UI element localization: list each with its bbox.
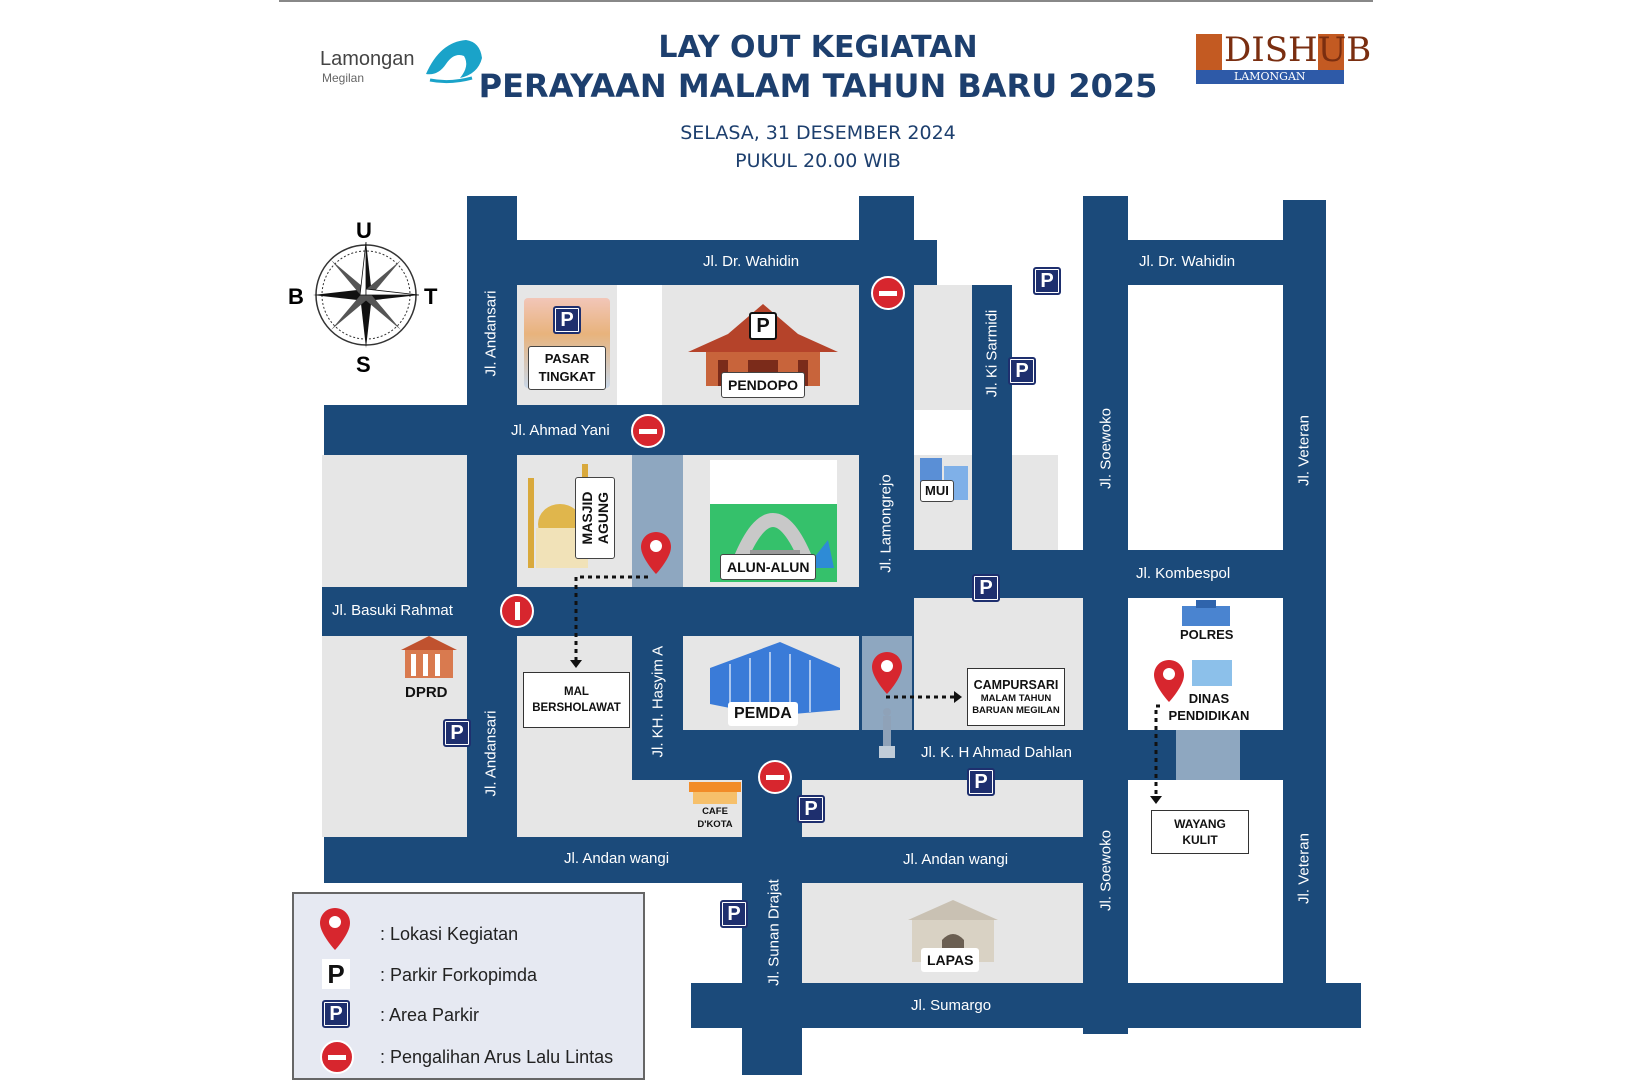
alun-alun[interactable] bbox=[710, 460, 837, 582]
location-pin-masjid[interactable] bbox=[641, 532, 671, 574]
title-line2: PERAYAAN MALAM TAHUN BARU 2025 bbox=[478, 67, 1158, 105]
dprd[interactable] bbox=[395, 634, 465, 704]
compass-east: T bbox=[424, 284, 438, 309]
no-entry-sign-basuki-rahmat[interactable] bbox=[500, 594, 534, 628]
label-pasar-tingkat: PASAR TINGKAT bbox=[528, 346, 606, 390]
education-office-icon bbox=[1192, 660, 1232, 686]
label-lamongrejo: Jl. Lamongrejo bbox=[877, 474, 895, 573]
cafe-dkota[interactable] bbox=[689, 782, 741, 836]
block-east-north bbox=[1128, 285, 1283, 550]
road-dinas-stub bbox=[1176, 730, 1240, 780]
road-sumargo bbox=[691, 983, 1361, 1028]
lapas[interactable] bbox=[906, 898, 1000, 976]
no-entry-sign-wahidin[interactable] bbox=[871, 276, 905, 310]
label-dinas-pendidikan: DINAS PENDIDIKAN bbox=[1168, 691, 1250, 723]
legend bbox=[292, 892, 645, 1080]
label-wahidin-west: Jl. Dr. Wahidin bbox=[703, 253, 800, 270]
legend-pengalihan: : Pengalihan Arus Lalu Lintas bbox=[380, 1047, 614, 1067]
label-soewoko-north: Jl. Soewoko bbox=[1097, 408, 1115, 489]
location-pin-campursari[interactable] bbox=[872, 652, 902, 694]
top-divider bbox=[279, 0, 1373, 2]
legend-location-pin-icon bbox=[320, 904, 350, 954]
label-pendopo: PENDOPO bbox=[721, 372, 805, 398]
parliament-icon bbox=[399, 634, 459, 682]
label-kombespol: Jl. Kombespol bbox=[1136, 565, 1231, 582]
parking-area-kombespol[interactable]: P bbox=[972, 574, 1000, 602]
block-mal bbox=[517, 636, 632, 837]
no-entry-sign-ahmad-dahlan[interactable] bbox=[758, 760, 792, 794]
label-andansari-north: Jl. Andansari bbox=[482, 290, 500, 377]
block-north-ahmad-yani bbox=[322, 455, 467, 587]
polres[interactable] bbox=[1172, 598, 1242, 642]
parking-area-wahidin[interactable]: P bbox=[1033, 267, 1061, 295]
no-entry-sign-ahmad-yani[interactable] bbox=[631, 414, 665, 448]
logo-dishub-sub: LAMONGAN bbox=[1234, 70, 1306, 83]
label-andan-wangi-west: Jl. Andan wangi bbox=[564, 850, 670, 867]
label-wahidin-east: Jl. Dr. Wahidin bbox=[1139, 253, 1236, 270]
legend-area-parkir-icon: P bbox=[322, 1000, 350, 1028]
label-andansari-south: Jl. Andansari bbox=[482, 710, 500, 797]
campursari[interactable]: CAMPURSARI MALAM TAHUN BARUAN MEGILAN bbox=[967, 668, 1065, 726]
mui[interactable] bbox=[914, 456, 972, 508]
mal-bersholawat[interactable]: MAL BERSHOLAWAT bbox=[523, 672, 630, 728]
logo-dishub bbox=[1196, 30, 1372, 86]
cafe-icon bbox=[689, 782, 741, 804]
compass-south: S bbox=[356, 352, 371, 377]
legend-parkir-forkopimda-icon: P bbox=[322, 959, 350, 989]
logo-lamongan-sub: Megilan bbox=[322, 71, 365, 85]
legend-no-entry-icon bbox=[320, 1040, 354, 1074]
label-sunan-drajat: Jl. Sunan Drajat bbox=[765, 879, 783, 986]
compass-icon bbox=[311, 240, 421, 350]
label-masjid-agung: MASJID AGUNG bbox=[575, 477, 615, 559]
block-south-center bbox=[802, 780, 1083, 837]
parking-area-cafe[interactable]: P bbox=[797, 795, 825, 823]
label-ahmad-dahlan: Jl. K. H Ahmad Dahlan bbox=[921, 744, 1072, 761]
compass-west: B bbox=[288, 284, 304, 309]
parking-area-ki-sarmidi[interactable]: P bbox=[1008, 357, 1036, 385]
label-veteran-south: Jl. Veteran bbox=[1295, 833, 1313, 904]
title-line1: LAY OUT KEGIATAN bbox=[658, 30, 978, 65]
wayang-kulit[interactable]: WAYANG KULIT bbox=[1151, 810, 1249, 854]
police-station-icon bbox=[1178, 598, 1234, 628]
legend-lokasi: : Lokasi Kegiatan bbox=[380, 924, 519, 944]
event-time: PUKUL 20.00 WIB bbox=[735, 150, 901, 172]
label-hasyim: Jl. KH. Hasyim A bbox=[649, 645, 667, 758]
label-pemda: PEMDA bbox=[728, 702, 798, 726]
label-alun-alun: ALUN-ALUN bbox=[720, 554, 816, 580]
road-ahmad-yani bbox=[324, 405, 914, 455]
pemda[interactable] bbox=[700, 638, 845, 728]
pasar-tingkat[interactable] bbox=[520, 290, 614, 402]
parking-area-sunan-drajat[interactable]: P bbox=[720, 900, 748, 928]
parking-forkopimda-pasar bbox=[553, 306, 581, 334]
label-ki-sarmidi: Jl. Ki Sarmidi bbox=[983, 309, 1001, 398]
location-pin-dinas[interactable] bbox=[1154, 660, 1184, 702]
label-mui: MUI bbox=[920, 480, 954, 502]
label-polres: POLRES bbox=[1180, 627, 1234, 642]
compass-north: U bbox=[356, 218, 372, 243]
label-ahmad-yani: Jl. Ahmad Yani bbox=[511, 422, 610, 439]
label-basuki-rahmat: Jl. Basuki Rahmat bbox=[332, 602, 453, 619]
logo-dishub-text: DISHUB bbox=[1224, 30, 1372, 70]
parking-forkopimda-pendopo: P bbox=[749, 312, 777, 340]
label-cafe: CAFE D'KOTA bbox=[697, 806, 733, 830]
parking-area-dprd[interactable]: P bbox=[443, 719, 471, 747]
label-lapas: LAPAS bbox=[921, 948, 979, 972]
logo-lamongan-text: Lamongan bbox=[320, 48, 415, 70]
label-soewoko-south: Jl. Soewoko bbox=[1097, 830, 1115, 911]
event-date: SELASA, 31 DESEMBER 2024 bbox=[680, 122, 956, 144]
compass-rose bbox=[286, 218, 446, 378]
label-andan-wangi-east: Jl. Andan wangi bbox=[903, 851, 1009, 868]
legend-area-parkir: : Area Parkir bbox=[380, 1005, 480, 1025]
statue-icon bbox=[876, 706, 898, 760]
pendopo[interactable] bbox=[688, 304, 838, 404]
label-sumargo: Jl. Sumargo bbox=[911, 997, 992, 1014]
label-dprd: DPRD bbox=[405, 684, 448, 701]
label-veteran-north: Jl. Veteran bbox=[1295, 415, 1313, 486]
masjid-agung[interactable] bbox=[520, 458, 630, 584]
parking-area-ahmad-dahlan[interactable]: P bbox=[967, 768, 995, 796]
parking-icon: P bbox=[556, 309, 578, 331]
legend-parkir-forkopimda: : Parkir Forkopimda bbox=[380, 965, 538, 985]
block-ki-sarmidi bbox=[914, 285, 972, 410]
